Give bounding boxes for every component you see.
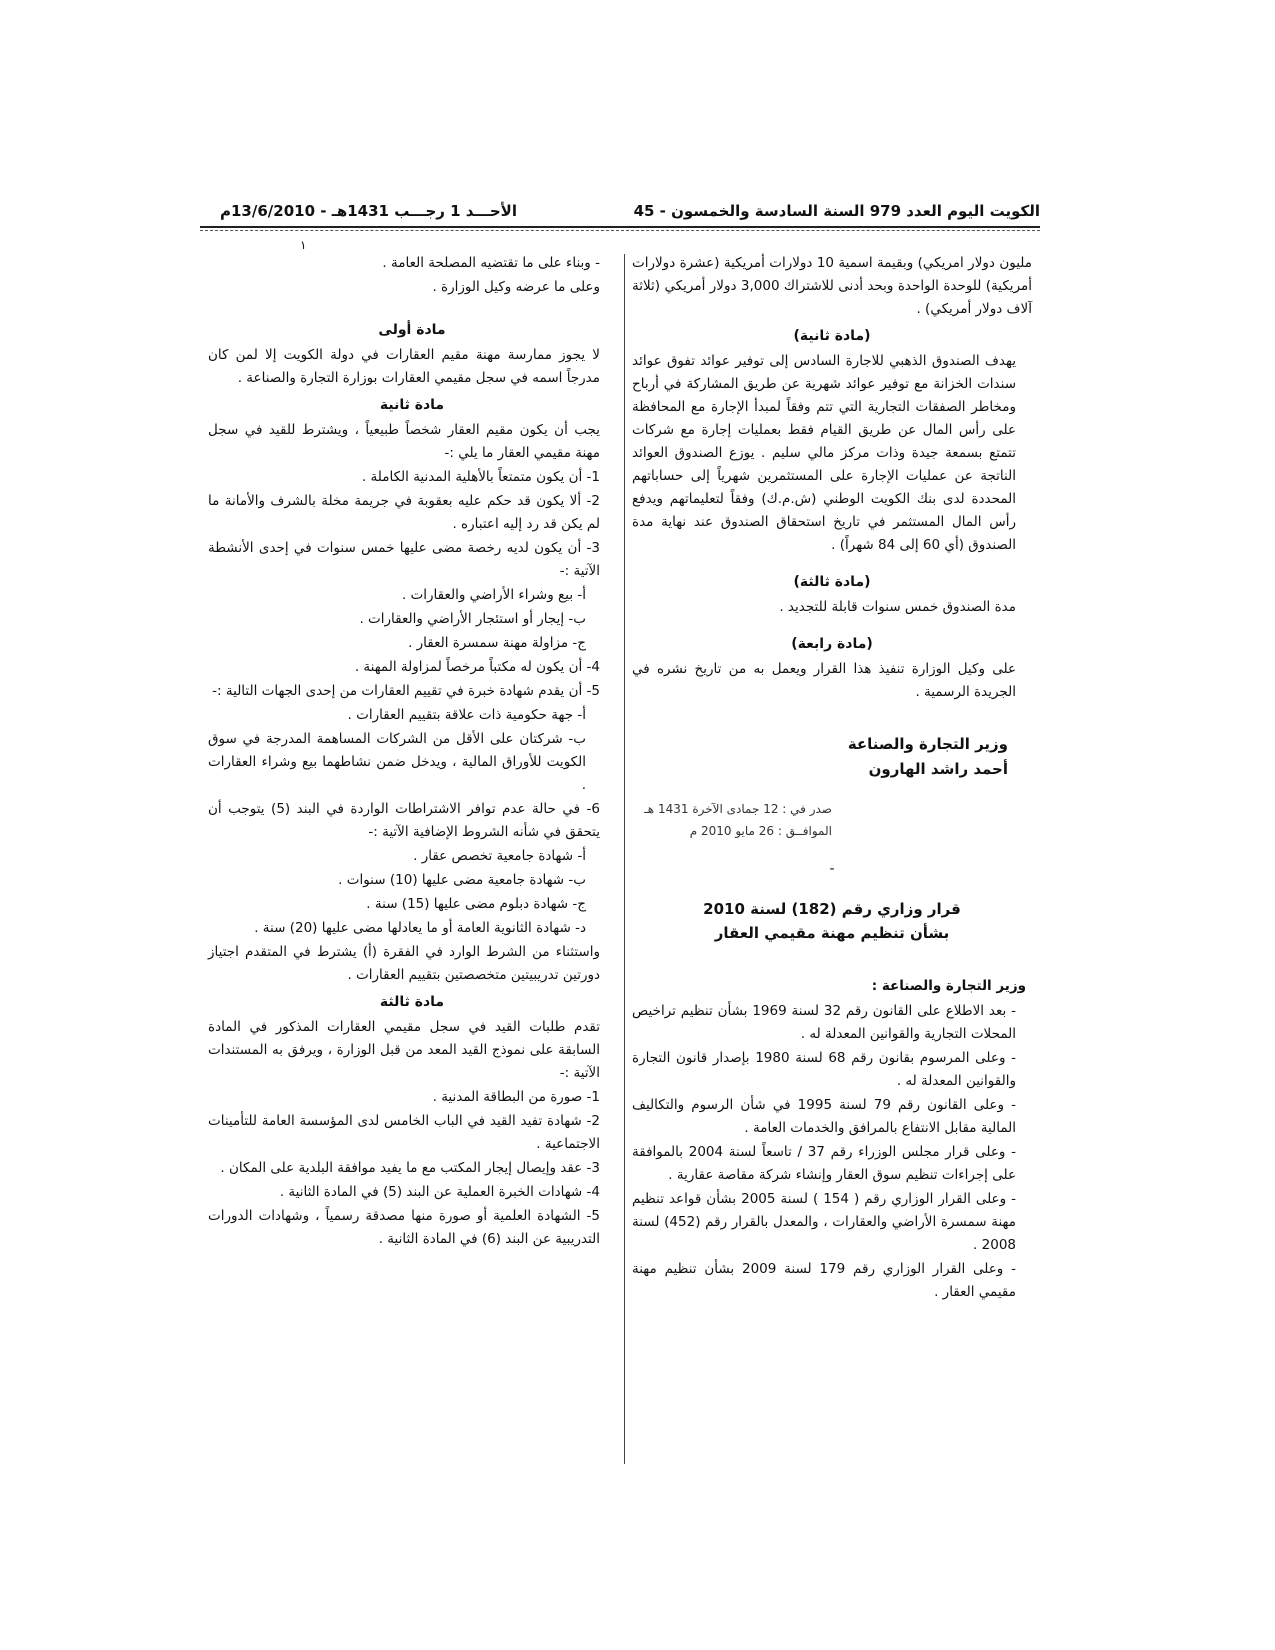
condition-1: 1- أن يكون متمتعاً بالأهلية المدنية الكاملة . xyxy=(361,469,600,485)
document-5: 5- الشهادة العلمية أو صورة منها مصدقة رسمياً ، وشهادات الدورات التدريبية عن البند (6) في المادة الثانية . xyxy=(208,1208,600,1247)
article-4-heading: (مادة رابعة) xyxy=(791,636,873,652)
exception-text: واستثناء من الشرط الوارد في الفقرة (أ) يشترط في المتقدم اجتياز دورتين تدريبيتين متخصصتين بتقييم العقارات . xyxy=(208,944,600,983)
header-divider xyxy=(200,230,1040,231)
document-2: 2- شهادة تفيد القيد في الباب الخامس لدى المؤسسة العامة للتأمينات الاجتماعية . xyxy=(208,1113,600,1152)
condition-6b: ب- شهادة جامعية مضى عليها (10) سنوات . xyxy=(338,872,586,888)
minister-label: وزير التجارة والصناعة : xyxy=(871,978,1026,994)
issue-dates xyxy=(632,798,1032,842)
column-divider xyxy=(624,254,625,1464)
article-4-text: على وكيل الوزارة تنفيذ هذا القرار ويعمل به من تاريخ نشره في الجريدة الرسمية . xyxy=(632,661,1016,700)
decision-title-block xyxy=(632,897,1032,945)
condition-5a: أ- جهة حكومية ذات علاقة بتقييم العقارات . xyxy=(347,707,586,723)
condition-3a: أ- بيع وشراء الأراضي والعقارات . xyxy=(401,587,586,603)
recital-6: - وعلى القرار الوزاري رقم 179 لسنة 2009 بشأن تنظيم مهنة مقيمي العقار . xyxy=(632,1261,1016,1300)
page-header xyxy=(200,196,1040,228)
condition-5b: ب- شركتان على الأقل من الشركات المساهمة المدرجة في سوق الكويت للأوراق المالية ، ويدخل ضمن نشاطهما بيع وشراء العقارات . xyxy=(208,731,586,793)
signature-name: أحمد راشد الهارون xyxy=(868,760,1008,778)
condition-6: 6- في حالة عدم توافر الاشتراطات الواردة في البند (5) يتوجب أن يتحقق في شأنه الشروط الإضافية الآتية :- xyxy=(208,801,600,840)
left-column xyxy=(208,252,616,1252)
recital-1: - بعد الاطلاع على القانون رقم 32 لسنة 1969 بشأن تنظيم تراخيص المحلات التجارية والقوانين المعدلة له . xyxy=(632,1003,1016,1042)
article-3-heading: (مادة ثالثة) xyxy=(793,574,871,590)
signature-title: وزير التجارة والصناعة xyxy=(847,735,1008,753)
article-2-heading: (مادة ثانية) xyxy=(793,328,871,344)
condition-6c: ج- شهادة دبلوم مضى عليها (15) سنة . xyxy=(366,896,586,912)
condition-2: 2- ألا يكون قد حكم عليه بعقوبة في جريمة مخلة بالشرف والأمانة ما لم يكن قد رد إليه اعتباره . xyxy=(208,493,600,532)
signature-block xyxy=(632,732,1032,782)
recital-3: - وعلى القانون رقم 79 لسنة 1995 في شأن الرسوم والتكاليف المالية مقابل الانتفاع بالمرافق والخدمات العامة . xyxy=(632,1097,1016,1136)
document-1: 1- صورة من البطاقة المدنية . xyxy=(432,1089,600,1105)
article-3-intro: تقدم طلبات القيد في سجل مقيمي العقارات المذكور في المادة السابقة على نموذج القيد المعد من قبل الوزارة ، ويرفق به المستندات الآتية :- xyxy=(208,1019,600,1081)
recital-2: - وعلى المرسوم بقانون رقم 68 لسنة 1980 بإصدار قانون التجارة والقوانين المعدلة له . xyxy=(632,1050,1016,1089)
article-2-text: يهدف الصندوق الذهبي للاجارة السادس إلى توفير عوائد تفوق عوائد سندات الخزانة مع توفير عوائد شهرية عن طريق المشاركة في أرباح ومخاطر الصفقات التجارية التي تتم وفقاً لمبدأ الإجارة مع المحافظة على رأس المال عن طريق القيام فقط بعمليات إجارة مع شركات تتمتع بسمعة جيدة وذات مركز مالي سليم . يوزع الصندوق العوائد الناتجة عن عمليات الإجارة على المستثمرين شهرياً إلى حساباتهم المحددة لدى بنك الكويت الوطني (ش.م.ك) وفقاً لتعليماتهم ويدفع رأس المال المستثمر في تاريخ استحقاق الصندوق عند نهاية مدة الصندوق (أي 60 إلى 84 شهراً) . xyxy=(632,353,1016,553)
condition-3b: ب- إيجار أو استئجار الأراضي والعقارات . xyxy=(359,611,586,627)
page-mark: ١ xyxy=(300,238,307,252)
article-2-heading-left: مادة ثانية xyxy=(379,397,445,413)
fund-value-paragraph: مليون دولار امريكي) وبقيمة اسمية 10 دولارات أمريكية (عشرة دولارات أمريكية) للوحدة الواحدة وبحد أدنى للاشتراك 3,000 دولار أمريكي (ثلاثة آلاف دولار أمريكي) . xyxy=(632,255,1032,317)
article-3-heading-left: مادة ثالثة xyxy=(379,994,445,1010)
document-3: 3- عقد وإيصال إيجار المكتب مع ما يفيد موافقة البلدية على المكان . xyxy=(220,1160,600,1176)
condition-4: 4- أن يكون له مكتباً مرخصاً لمزاولة المهنة . xyxy=(354,659,600,675)
article-1-heading: مادة أولى xyxy=(378,322,446,338)
article-2-intro: يجب أن يكون مقيم العقار شخصاً طبيعياً ، ويشترط للقيد في سجل مهنة مقيمي العقار ما يلي :- xyxy=(208,422,600,461)
condition-6a: أ- شهادة جامعية تخصص عقار . xyxy=(413,848,586,864)
condition-6d: د- شهادة الثانوية العامة أو ما يعادلها مضى عليها (20) سنة . xyxy=(254,920,586,936)
condition-3c: ج- مزاولة مهنة سمسرة العقار . xyxy=(408,635,586,651)
section-separator: - xyxy=(829,861,835,877)
recital-8: وعلى ما عرضه وكيل الوزارة . xyxy=(432,279,600,295)
issue-date-gregorian: الموافــق : 26 مايو 2010 م xyxy=(689,824,832,838)
article-3-text: مدة الصندوق خمس سنوات قابلة للتجديد . xyxy=(779,599,1016,615)
gazette-page xyxy=(200,196,1040,1496)
recital-4: - وعلى قرار مجلس الوزراء رقم 37 / تاسعاً لسنة 2004 بالموافقة على إجراءات تنظيم سوق العقار وإنشاء شركة مقاصة عقارية . xyxy=(632,1144,1016,1183)
recital-7: - وبناء على ما تقتضيه المصلحة العامة . xyxy=(382,255,600,271)
decision-title: قرار وزاري رقم (182) لسنة 2010 xyxy=(703,900,961,918)
condition-3: 3- أن يكون لديه رخصة مضى عليها خمس سنوات في إحدى الأنشطة الآتية :- xyxy=(208,540,600,579)
header-issue-info: الكويت اليوم العدد 979 السنة السادسة والخمسون - 45 xyxy=(633,202,1040,220)
issue-date-hijri: صدر في : 12 جمادى الآخرة 1431 هـ xyxy=(644,802,832,816)
recital-5: - وعلى القرار الوزاري رقم ( 154 ) لسنة 2005 بشأن قواعد تنظيم مهنة سمسرة الأراضي والعقارات ، والمعدل بالقرار رقم (452) لسنة 2008 . xyxy=(632,1191,1016,1253)
condition-5: 5- أن يقدم شهادة خبرة في تقييم العقارات من إحدى الجهات التالية :- xyxy=(212,683,600,699)
right-column xyxy=(632,252,1032,1305)
document-4: 4- شهادات الخبرة العملية عن البند (5) في المادة الثانية . xyxy=(279,1184,600,1200)
article-1-text: لا يجوز ممارسة مهنة مقيم العقارات في دولة الكويت إلا لمن كان مدرجاً اسمه في سجل مقيمي العقارات بوزارة التجارة والصناعة . xyxy=(208,347,600,386)
header-date: الأحـــد 1 رجـــب 1431هـ - 13/6/2010م xyxy=(220,202,517,220)
decision-subtitle: بشأن تنظيم مهنة مقيمي العقار xyxy=(714,924,950,942)
